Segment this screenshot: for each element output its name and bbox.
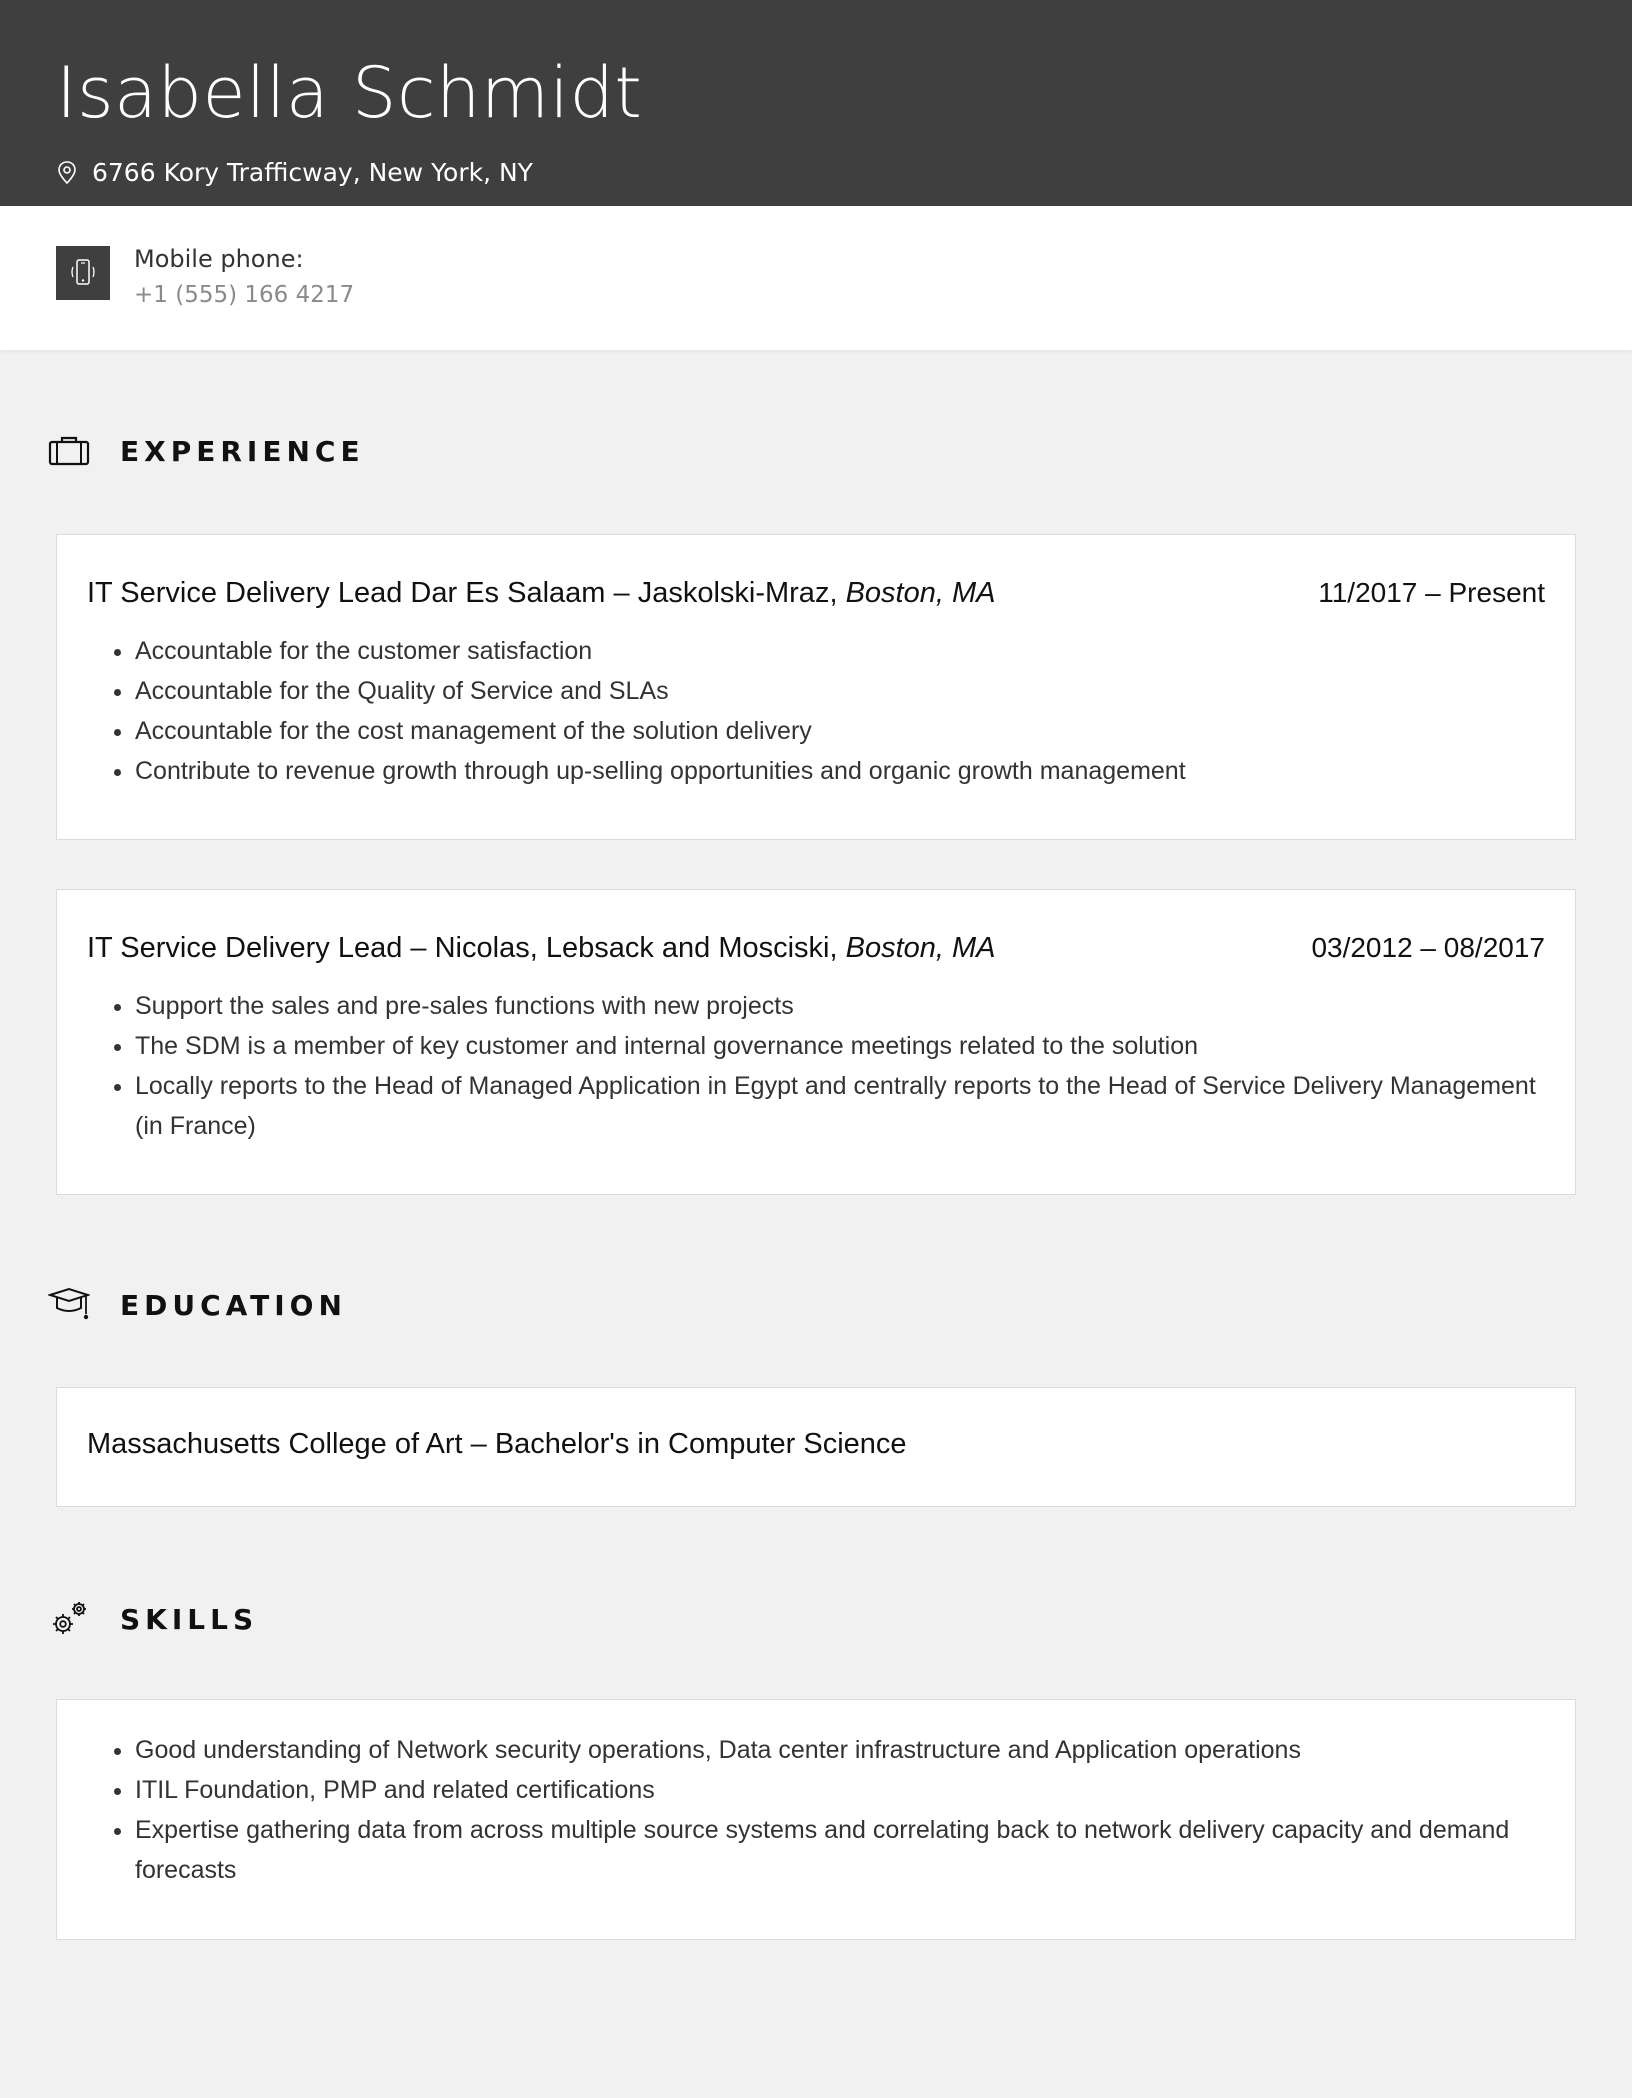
list-item: • Expertise gathering data from across multiple source systems and correlating back to network delivery capacity and demand forecasts (135, 1810, 1545, 1890)
address-text: 6766 Kory Trafficway, New York, NY (92, 158, 533, 187)
candidate-name: Isabella Schmidt (56, 52, 643, 134)
experience-header-row (87, 577, 1545, 610)
education-entry (56, 1387, 1576, 1507)
experience-header-row (87, 932, 1545, 965)
list-item: • Accountable for the Quality of Service and SLAs (135, 671, 1545, 711)
job-bullets (87, 986, 1545, 1146)
job-dates: 03/2012 – 08/2017 (1311, 932, 1545, 963)
resume-header (0, 0, 1632, 206)
list-item: • Contribute to revenue growth through up-selling opportunities and organic growth management (135, 751, 1545, 791)
job-title: IT Service Delivery Lead Dar Es Salaam (87, 577, 606, 609)
location-pin-icon (56, 160, 78, 186)
address-line (56, 158, 533, 187)
experience-entry (56, 534, 1576, 840)
list-item: • Good understanding of Network security operations, Data center infrastructure and Application operations (135, 1730, 1545, 1770)
gears-icon (48, 1598, 90, 1640)
skills-entry (56, 1699, 1576, 1940)
job-location: Boston, MA (845, 577, 996, 609)
education-line (87, 1428, 907, 1461)
list-item: • Accountable for the customer satisfaction (135, 631, 1545, 671)
experience-entry (56, 889, 1576, 1195)
job-location: Boston, MA (845, 932, 996, 964)
phone-number: +1 (555) 166 4217 (134, 282, 355, 309)
job-role (87, 932, 996, 965)
experience-heading (48, 434, 365, 468)
section-title: EDUCATION (120, 1288, 347, 1322)
list-item: • The SDM is a member of key customer and internal governance meetings related to the solution (135, 1026, 1545, 1066)
skills-heading (48, 1598, 258, 1640)
phone-label: Mobile phone: (134, 245, 304, 273)
skills-list (87, 1730, 1545, 1890)
briefcase-icon (48, 434, 90, 468)
company-name: – Jaskolski-Mraz, (605, 577, 846, 609)
section-title: SKILLS (120, 1602, 259, 1636)
list-item: • Accountable for the cost management of the solution delivery (135, 711, 1545, 751)
job-role (87, 577, 995, 610)
education-heading (48, 1286, 347, 1324)
job-title: IT Service Delivery Lead (87, 932, 403, 964)
job-dates: 11/2017 – Present (1318, 577, 1545, 608)
graduation-cap-icon (48, 1286, 90, 1324)
phone-contact (134, 244, 354, 311)
degree-name: – Bachelor's in Computer Science (462, 1428, 907, 1460)
mobile-phone-icon (56, 246, 110, 300)
list-item: • Locally reports to the Head of Managed Application in Egypt and centrally reports to the Head of Service Delivery Management (in France) (135, 1066, 1545, 1146)
list-item: • ITIL Foundation, PMP and related certifications (135, 1770, 1545, 1810)
school-name: Massachusetts College of Art (87, 1428, 463, 1460)
job-bullets (87, 631, 1545, 791)
section-title: EXPERIENCE (120, 434, 365, 468)
contact-bar (0, 206, 1632, 350)
company-name: – Nicolas, Lebsack and Mosciski, (402, 932, 846, 964)
list-item: • Support the sales and pre-sales functions with new projects (135, 986, 1545, 1026)
